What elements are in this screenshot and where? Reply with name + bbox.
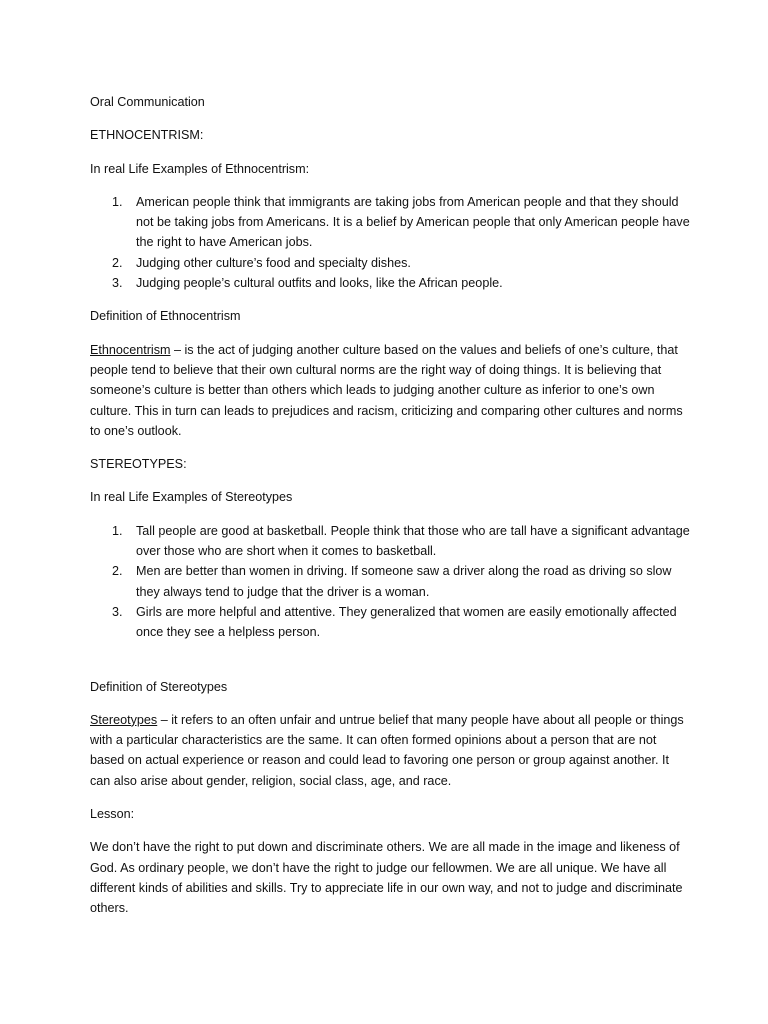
list-item-text: American people think that immigrants are taking jobs from American people and that they should not be taking jobs from Americans. It is a belief by American people that only American people have the right to have American jobs. — [136, 194, 690, 250]
list-item — [90, 192, 690, 253]
list-number: 1. — [112, 523, 123, 538]
ethnocentrism-definition-text: – is the act of judging another culture based on the values and beliefs of one’s culture, that people tend to believe that their own cultural norms are the right way of doing things. It is believing that someone’s culture is better than others which leads to judging another culture as inferior to one’s own culture. This in turn can leads to prejudices and racism, criticizing and comparing other cultures and norms to one’s outlook. — [90, 342, 683, 438]
ethnocentrism-definition — [90, 340, 690, 441]
list-item-text: Judging people’s cultural outfits and looks, like the African people. — [136, 276, 503, 291]
list-number: 2. — [112, 255, 123, 270]
list-number: 2. — [112, 564, 123, 579]
list-number: 3. — [112, 276, 123, 291]
ethnocentrism-definition-heading: Definition of Ethnocentrism — [90, 309, 241, 324]
ethnocentrism-heading: ETHNOCENTRISM: — [90, 128, 204, 143]
list-item — [90, 253, 690, 273]
ethnocentrism-term: Ethnocentrism — [90, 342, 171, 357]
list-item — [90, 561, 690, 602]
list-number: 3. — [112, 604, 123, 619]
list-item — [90, 602, 690, 643]
ethnocentrism-examples-list — [90, 192, 690, 293]
stereotypes-examples-list — [90, 521, 690, 643]
stereotypes-heading: STEREOTYPES: — [90, 457, 187, 472]
lesson-text: We don’t have the right to put down and discriminate others. We are all made in the image and likeness of God. As ordinary people, we don’t have the right to judge our fellowmen. We are all unique. We have all different kinds of abilities and skills. Try to appreciate life in our own way, and not to judge and discriminate others. — [90, 840, 683, 916]
ethnocentrism-examples-heading: In real Life Examples of Ethnocentrism: — [90, 161, 310, 176]
list-item-text: Tall people are good at basketball. People think that those who are tall have a significant advantage over those who are short when it comes to basketball. — [136, 523, 690, 559]
stereotypes-definition-heading: Definition of Stereotypes — [90, 679, 228, 694]
stereotypes-definition — [90, 710, 690, 791]
stereotypes-examples-heading: In real Life Examples of Stereotypes — [90, 490, 293, 505]
stereotypes-term: Stereotypes — [90, 712, 158, 727]
document-page — [90, 92, 690, 932]
list-item — [90, 521, 690, 562]
list-item — [90, 273, 690, 293]
list-item-text: Judging other culture’s food and specialty dishes. — [136, 255, 411, 270]
lesson-heading: Lesson: — [90, 807, 135, 822]
doc-title: Oral Communication — [90, 95, 205, 109]
list-item-text: Girls are more helpful and attentive. They generalized that women are easily emotionally affected once they see a helpless person. — [136, 604, 677, 640]
list-item-text: Men are better than women in driving. If someone saw a driver along the road as driving so slow they always tend to judge that the driver is a woman. — [136, 564, 672, 599]
list-number: 1. — [112, 194, 123, 209]
stereotypes-definition-text: – it refers to an often unfair and untrue belief that many people have about all people or things with a particular characteristics are the same. It can often formed opinions about a person that are not based on actual experience or reason and could lead to favoring one person or group against another. It can also arise about gender, religion, social class, age, and race. — [90, 712, 684, 788]
